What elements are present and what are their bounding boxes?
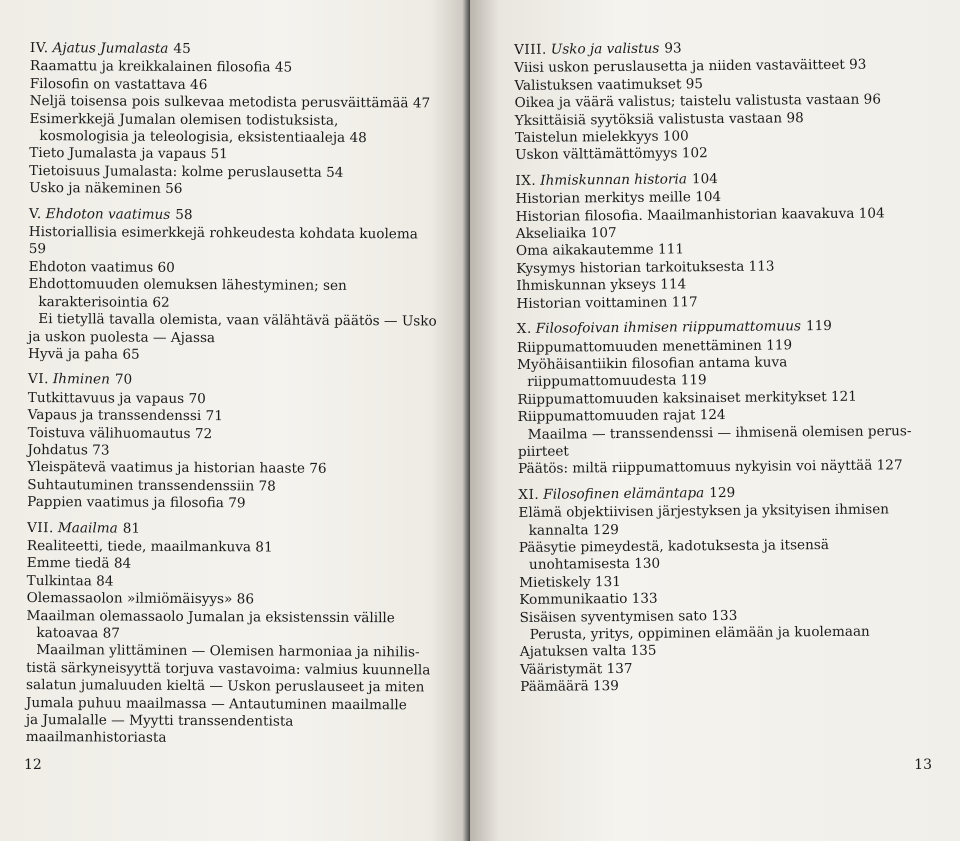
toc-entry: Maailma — transsendenssi — ihmisenä olemisen perus-: [527, 422, 912, 443]
toc-entry: Taistelun mielekkyys 100: [514, 128, 689, 147]
toc-entry: Ihmiskunnan ykseys 114: [516, 276, 687, 295]
toc-entry: Tietoisuus Jumalasta: kolme peruslausetta 54: [29, 162, 344, 181]
toc-entry: Yksittäisiä syytöksiä valistusta vastaan 98: [514, 109, 804, 129]
toc-entry: Esimerkkejä Jumalan olemisen todistuksista,: [29, 110, 339, 129]
section-page: 58: [175, 206, 193, 223]
toc-entry: riippumattomuudesta 119: [527, 372, 707, 391]
toc-entry: Riippumattomuuden menettäminen 119: [516, 336, 793, 356]
toc-entry: Päätös: miltä riippumattomuus nykyisin voi näyttää 127: [518, 457, 903, 478]
toc-section: [515, 169, 936, 313]
section-page: 45: [173, 40, 191, 57]
toc-entry: Riippumattomuuden kaksinaiset merkitykset 121: [517, 388, 857, 408]
toc-entry: Neljä toisensa pois sulkevaa metodista perusväittämää 47: [29, 93, 431, 112]
page-number-left: 12: [24, 757, 42, 773]
section-title: Usko ja valistus: [550, 40, 660, 58]
toc-entry: Ei tietyllä tavalla olemista, vaan välähtävä päätös — Usko: [38, 311, 437, 330]
toc-entry: Toistuva välihuomautus 72: [27, 424, 213, 442]
toc-entry: Maailman olemassaolo Jumalan ja eksistenssin välille: [26, 607, 395, 626]
toc-section: [518, 483, 940, 697]
toc-entry: kosmologisia ja teleologisia, eksistentiaaleja 48: [39, 128, 367, 147]
section-title: Filosofinen elämäntapa: [543, 484, 705, 503]
toc-entry: Uskon välttämättömyys 102: [515, 145, 708, 164]
toc-entry: Valistuksen vaatimukset 95: [514, 76, 704, 94]
right-page: [470, 0, 960, 841]
toc-entry: Olemassaolon »ilmiömäisyys» 86: [26, 590, 255, 608]
toc-entry: Kysymys historian tarkoituksesta 113: [516, 258, 775, 277]
toc-entry: Hyvä ja paha 65: [28, 345, 140, 363]
toc-entry: Johdatus 73: [27, 441, 110, 459]
toc-entry: Pääsytie pimeydestä, kadotuksesta ja itsensä: [518, 536, 829, 556]
toc-entry: karakterisointia 62: [38, 293, 170, 311]
toc-entry: Perusta, yritys, oppiminen elämään ja kuolemaan: [529, 623, 870, 643]
section-heading: [27, 520, 437, 540]
toc-entry: Riippumattomuuden rajat 124: [517, 407, 726, 426]
section-page: 119: [805, 318, 832, 335]
toc-entry: Mietiskely 131: [519, 573, 621, 591]
section-page: 70: [114, 371, 133, 388]
toc-entry: Historian filosofia. Maailmanhistorian kaavakuva 104: [515, 205, 885, 225]
right-toc: [514, 38, 940, 705]
toc-entry: Historian merkitys meille 104: [515, 189, 722, 208]
toc-entry: ja uskon puolesta — Ajassa: [28, 328, 216, 346]
section-heading: [30, 40, 440, 60]
toc-entry: Maailman ylittäminen — Olemisen harmoniaa ja nihilis-: [36, 642, 420, 661]
section-page: 129: [709, 484, 736, 501]
section-page: 104: [691, 170, 718, 188]
section-title: Maailma: [57, 519, 118, 537]
toc-entry: Pappien vaatimus ja filosofia 79: [27, 494, 246, 512]
toc-entry: Jumala puhuu maailmassa — Antautuminen maailmalle: [25, 694, 407, 713]
toc-entry: Vääristymät 137: [519, 660, 633, 678]
toc-entry: Ehdoton vaatimus 60: [28, 258, 175, 276]
toc-section: [26, 520, 437, 750]
toc-entry: ja Jumalalle — Myytti transsendentista maailmanhistoriasta: [25, 712, 294, 747]
toc-entry: Emme tiedä 84: [26, 555, 132, 573]
left-toc: [26, 40, 440, 757]
toc-entry: Filosofin on vastattava 46: [29, 75, 208, 93]
section-title: Ihmiskunnan historia: [540, 171, 687, 189]
section-title: Ehdoton vaatimus: [45, 205, 171, 223]
toc-entry: Kommunikaatio 133: [519, 590, 658, 609]
section-page: 93: [664, 40, 682, 57]
toc-section: [28, 206, 439, 366]
toc-entry: Tieto Jumalasta ja vapaus 51: [29, 145, 228, 163]
toc-entry: Viisi uskon peruslausetta ja niiden vastaväitteet 93: [514, 57, 867, 77]
toc-entry: Oma aikakautemme 111: [515, 241, 685, 260]
section-number: VI.: [27, 371, 49, 388]
toc-entry: Elämä objektiivisen järjestyksen ja yksityisen ihmisen: [518, 501, 890, 522]
toc-entry: unohtamisesta 130: [528, 555, 661, 574]
section-number: IV.: [29, 40, 49, 57]
toc-entry: Historian voittaminen 117: [516, 293, 698, 312]
section-page: 81: [122, 520, 141, 537]
toc-entry: Yleispätevä vaatimus ja historian haaste 76: [27, 459, 327, 478]
toc-entry: Akseliaika 107: [515, 225, 617, 243]
toc-entry: katoavaa 87: [36, 625, 121, 642]
section-heading: [28, 371, 438, 391]
toc-entry: Suhtautuminen transsendenssiin 78: [27, 476, 276, 495]
toc-entry: salatun jumaluuden kieltä — Uskon peruslauseet ja miten: [26, 677, 425, 696]
toc-entry: Raamattu ja kreikkalainen filosofia 45: [29, 58, 293, 77]
section-number: VII.: [26, 519, 54, 536]
toc-entry: Sisäisen syventymisen sato 133: [519, 607, 738, 626]
toc-entry: Realiteetti, tiede, maailmankuva 81: [26, 537, 273, 556]
toc-section: [517, 317, 938, 479]
toc-section: [29, 40, 440, 200]
left-page: [0, 0, 468, 841]
toc-entry: Vapaus ja transsendenssi 71: [27, 407, 223, 425]
section-number: VIII.: [514, 41, 547, 58]
section-title: Filosofoivan ihmisen riippumattomuus: [535, 318, 801, 337]
toc-entry: Ehdottomuuden olemuksen lähestyminen; sen: [28, 276, 347, 295]
toc-entry: kannalta 129: [528, 521, 619, 539]
toc-entry: Tulkintaa 84: [26, 572, 114, 590]
toc-section: [514, 38, 935, 165]
toc-entry: tistä särkyneisyyttä torjuva vastavoima: valmius kuunnella: [26, 659, 431, 679]
toc-entry: Päämäärä 139: [520, 678, 619, 696]
section-number: XI.: [518, 486, 540, 503]
section-number: X.: [516, 320, 532, 338]
section-heading: [29, 206, 439, 226]
toc-entry: Usko ja näkeminen 56: [29, 180, 183, 198]
section-title: Ihminen: [52, 371, 110, 388]
toc-section: [27, 371, 438, 514]
section-number: V.: [28, 205, 42, 222]
toc-entry: Historiallisia esimerkkejä rohkeudesta kohdata kuolema 59: [28, 224, 418, 258]
section-title: Ajatus Jumalasta: [52, 40, 169, 57]
toc-entry: Myöhäisantiikin filosofian antama kuva: [517, 354, 788, 373]
toc-entry: Ajatuksen valta 135: [519, 643, 657, 661]
toc-entry: Tutkittavuus ja vapaus 70: [27, 389, 206, 407]
section-number: IX.: [515, 172, 537, 189]
page-number-right: 13: [914, 757, 932, 773]
toc-entry: Oikea ja väärä valistus; taistelu valistusta vastaan 96: [514, 91, 882, 112]
toc-entry: piirteet: [517, 443, 569, 460]
